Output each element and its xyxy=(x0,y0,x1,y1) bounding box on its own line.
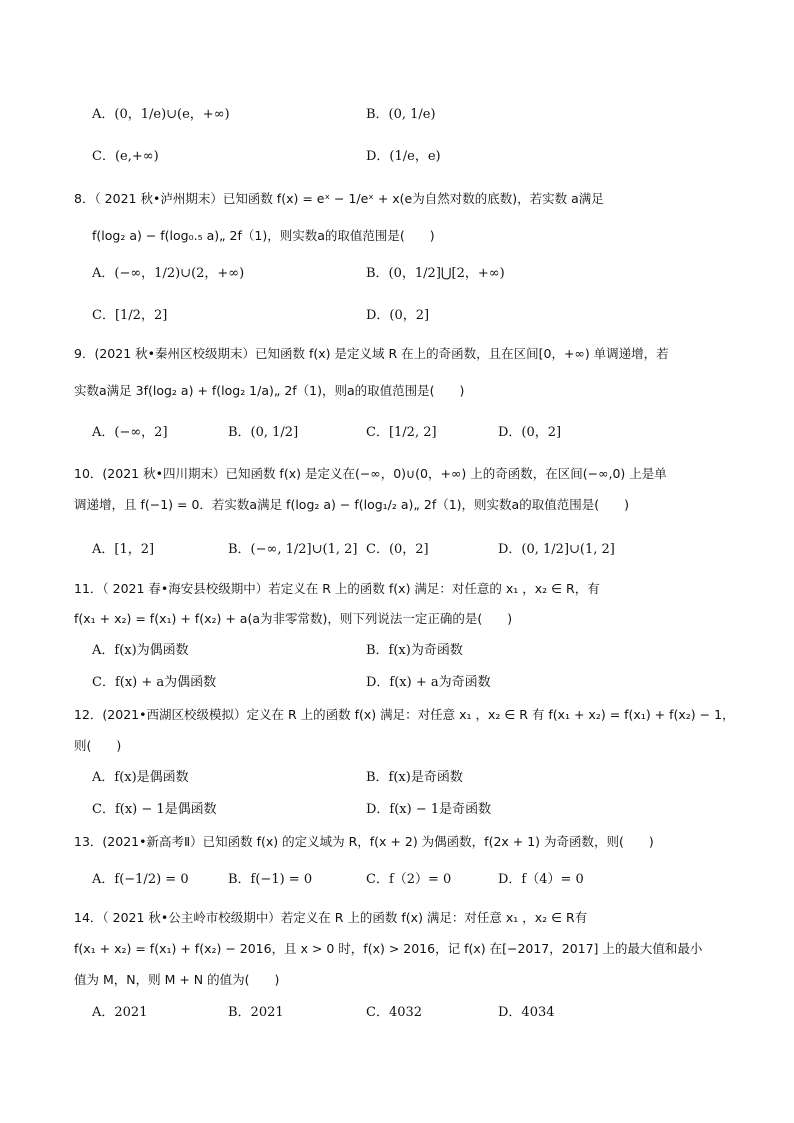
q9-option-b[interactable]: B．(0, 1/2] xyxy=(228,425,299,440)
q7-option-c[interactable]: C．(e,+∞) xyxy=(92,149,159,164)
q8-stem-line2: f(log₂ a) − f(log₀.₅ a)„ 2f（1)，则实数a的取值范围是( ) xyxy=(92,228,435,243)
q8-option-c[interactable]: C．[1/2，2] xyxy=(92,308,168,323)
q7-option-b[interactable]: B．(0, 1/e) xyxy=(366,107,436,122)
q8-option-b[interactable]: B．(0，1/2]⋃[2，+∞) xyxy=(366,266,505,281)
q12-option-c[interactable]: C．f(x) − 1是偶函数 xyxy=(92,802,217,817)
q14-option-b[interactable]: B．2021 xyxy=(228,1005,284,1020)
q10-option-d[interactable]: D．(0, 1/2]∪(1, 2] xyxy=(498,542,615,557)
q9-stem-line2: 实数a满足 3f(log₂ a) + f(log₂ 1/a)„ 2f（1)，则a的取值范围是( ) xyxy=(74,383,465,398)
q12-option-a[interactable]: A．f(x)是偶函数 xyxy=(92,770,189,785)
q10-option-c[interactable]: C．(0，2] xyxy=(366,542,429,557)
q13-stem-line1: 13．(2021•新高考Ⅱ）已知函数 f(x) 的定义域为 R，f(x + 2) 为偶函数，f(2x + 1) 为奇函数，则( ) xyxy=(74,834,654,849)
q7-option-a[interactable]: A．(0，1/e)∪(e，+∞) xyxy=(92,107,230,122)
q13-option-a[interactable]: A．f(−1/2) = 0 xyxy=(92,872,189,887)
q9-option-c[interactable]: C．[1/2, 2] xyxy=(366,425,437,440)
q10-option-b[interactable]: B．(−∞, 1/2]∪(1, 2] xyxy=(228,542,358,557)
q10-stem-line2: 调递增，且 f(−1) = 0．若实数a满足 f(log₂ a) − f(log₁/₂ a)„ 2f（1)，则实数a的取值范围是( ) xyxy=(74,497,629,512)
q14-stem-line3: 值为 M，N，则 M + N 的值为( ) xyxy=(74,972,280,987)
q9-option-a[interactable]: A．(−∞，2] xyxy=(92,425,168,440)
q11-stem-line1: 11．（ 2021 春•海安县校级期中）若定义在 R 上的函数 f(x) 满足：对任意的 x₁ ，x₂ ∈ R，有 xyxy=(74,581,600,596)
q10-stem-line1: 10．(2021 秋•四川期末）已知函数 f(x) 是定义在(−∞，0)∪(0，+∞) 上的奇函数，在区间(−∞,0) 上是单 xyxy=(74,466,667,481)
q11-option-d[interactable]: D．f(x) + a为奇函数 xyxy=(366,675,491,690)
q7-option-d[interactable]: D．(1/e，e) xyxy=(366,149,441,164)
q11-option-a[interactable]: A．f(x)为偶函数 xyxy=(92,643,189,658)
q13-option-b[interactable]: B．f(−1) = 0 xyxy=(228,872,313,887)
q10-option-a[interactable]: A．[1，2] xyxy=(92,542,155,557)
q14-option-c[interactable]: C．4032 xyxy=(366,1005,423,1020)
q12-stem-line1: 12．(2021•西湖区校级模拟）定义在 R 上的函数 f(x) 满足：对任意 x₁ ，x₂ ∈ R 有 f(x₁ + x₂) = f(x₁) + f(x₂) − 1， xyxy=(74,707,735,722)
q9-option-d[interactable]: D．(0，2] xyxy=(498,425,562,440)
q11-option-b[interactable]: B．f(x)为奇函数 xyxy=(366,643,463,658)
q11-option-c[interactable]: C．f(x) + a为偶函数 xyxy=(92,675,217,690)
q9-stem-line1: 9．(2021 秋•秦州区校级期末）已知函数 f(x) 是定义域 R 在上的奇函数，且在区间[0，+∞) 单调递增，若 xyxy=(74,346,669,361)
q14-stem-line2: f(x₁ + x₂) = f(x₁) + f(x₂) − 2016，且 x > 0 时，f(x) > 2016，记 f(x) 在[−2017，2017] 上的最大值和最小 xyxy=(74,941,703,956)
q12-stem-line2: 则( ) xyxy=(74,738,122,753)
q14-option-d[interactable]: D．4034 xyxy=(498,1005,555,1020)
q14-option-a[interactable]: A．2021 xyxy=(92,1005,148,1020)
q8-option-a[interactable]: A．(−∞，1/2)∪(2，+∞) xyxy=(92,266,245,281)
q12-option-d[interactable]: D．f(x) − 1是奇函数 xyxy=(366,802,492,817)
q8-option-d[interactable]: D．(0，2] xyxy=(366,308,430,323)
q13-option-d[interactable]: D．f（4）= 0 xyxy=(498,872,584,887)
q11-stem-line2: f(x₁ + x₂) = f(x₁) + f(x₂) + a(a为非零常数)，则下列说法一定正确的是( ) xyxy=(74,611,513,626)
q8-stem-line1: 8．（ 2021 秋•泸州期末）已知函数 f(x) = eˣ − 1/eˣ + x(e为自然对数的底数)，若实数 a满足 xyxy=(74,191,604,206)
q12-option-b[interactable]: B．f(x)是奇函数 xyxy=(366,770,463,785)
q13-option-c[interactable]: C．f（2）= 0 xyxy=(366,872,452,887)
q14-stem-line1: 14．（ 2021 秋•公主岭市校级期中）若定义在 R 上的函数 f(x) 满足：对任意 x₁ ，x₂ ∈ R有 xyxy=(74,910,588,925)
